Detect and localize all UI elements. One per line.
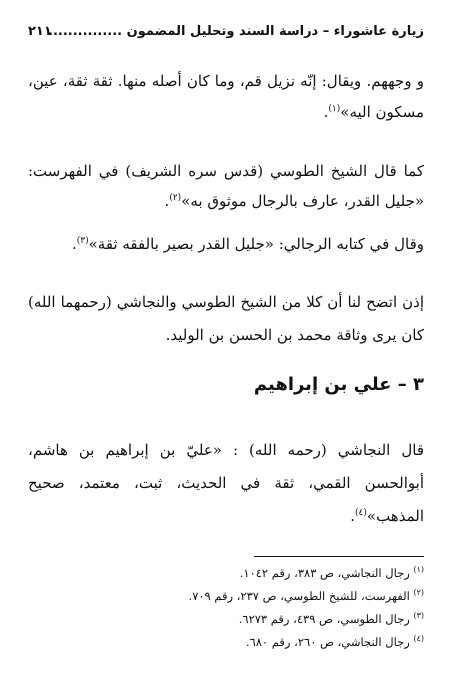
footnote-2-text: الفهرست، للشيخ الطوسي، ص ٢٣٧، رقم ٧٠٩.: [188, 589, 410, 603]
footnote-4: [28, 631, 424, 654]
footnote-2-number: (٢): [413, 588, 424, 598]
footnote-ref-4: (٤): [355, 508, 367, 518]
footnote-1: [28, 562, 424, 585]
footnote-ref-3: (٣): [76, 236, 89, 246]
paragraph-4-text: إذن اتضح لنا أن كلا من الشيخ الطوسي والنجاشي (رحمهما الله) كان يرى وثاقة محمد بن الحسن بن الوليد.: [28, 293, 424, 344]
footnote-4-text: رجال النجاشي، ص ٢٦٠، رقم ٦٨٠.: [245, 635, 410, 649]
paragraph-5-text: قال النجاشي (رحمه الله) : «عليّ بن إبراهيم بن هاشم، أبوالحسن القمي، ثقة في الحديث، ثبت، معتمد، صحيح المذهب»: [28, 441, 424, 525]
running-header: [28, 20, 424, 44]
paragraph-4: [28, 286, 424, 352]
footnote-1-text: رجال النجاشي، ص ٣٨٣، رقم ١٠٤٢.: [239, 566, 410, 580]
footnote-1-number: (١): [413, 565, 424, 575]
paragraph-3-text: وقال في كتابه الرجالي: «جليل القدر بصير بالفقه ثقة»: [88, 235, 424, 253]
paragraph-1: و وجههم. ويقال: إنّه نزيل قم، وما كان أصله منها. ثقة ثقة، عين، مسكون اليه»$^{(١)}$.: [28, 72, 424, 121]
footnote-3: [28, 608, 424, 631]
paragraph-2: كما قال الشيخ الطوسي (قدس سره الشريف) في الفهرست: «جليل القدر، عارف بالرجال موثوق به»$^{(٢)}$.: [28, 162, 424, 210]
footnote-4-number: (٤): [413, 634, 424, 644]
footnote-divider: [254, 556, 424, 557]
paragraph-3: وقال في كتابه الرجالي: «جليل القدر بصير بالفقه ثقة»$^{(٣)}$.: [71, 235, 424, 253]
running-header-title: زيارة عاشوراء – دراسة السند وتحليل المضمون ...............: [48, 24, 424, 39]
paragraph-5: قال النجاشي (رحمه الله) : «عليّ بن إبراهيم بن هاشم، أبوالحسن القمي، ثقة في الحديث، ثبت، معتمد، صحيح المذهب»$^{(٤)}$.: [28, 441, 424, 525]
footnotes: [28, 562, 424, 654]
footnote-3-number: (٣): [413, 611, 424, 621]
paragraph-1-text: و وجههم. ويقال: إنّه نزيل قم، وما كان أصله منها. ثقة ثقة، عين، مسكون اليه»: [28, 72, 424, 121]
footnote-ref-2: (٢): [169, 193, 182, 203]
page-number: ٢١١: [28, 24, 52, 39]
footnote-3-text: رجال الطوسي، ص ٤٣٩، رقم ٦٢٧٣.: [238, 612, 410, 626]
paragraph-2-text: كما قال الشيخ الطوسي (قدس سره الشريف) في الفهرست: «جليل القدر، عارف بالرجال موثوق به»: [28, 162, 424, 210]
section-heading: ٣ – علي بن إبراهيم: [253, 374, 424, 395]
footnote-ref-1: (١): [328, 104, 341, 114]
footnote-2: [28, 585, 424, 608]
